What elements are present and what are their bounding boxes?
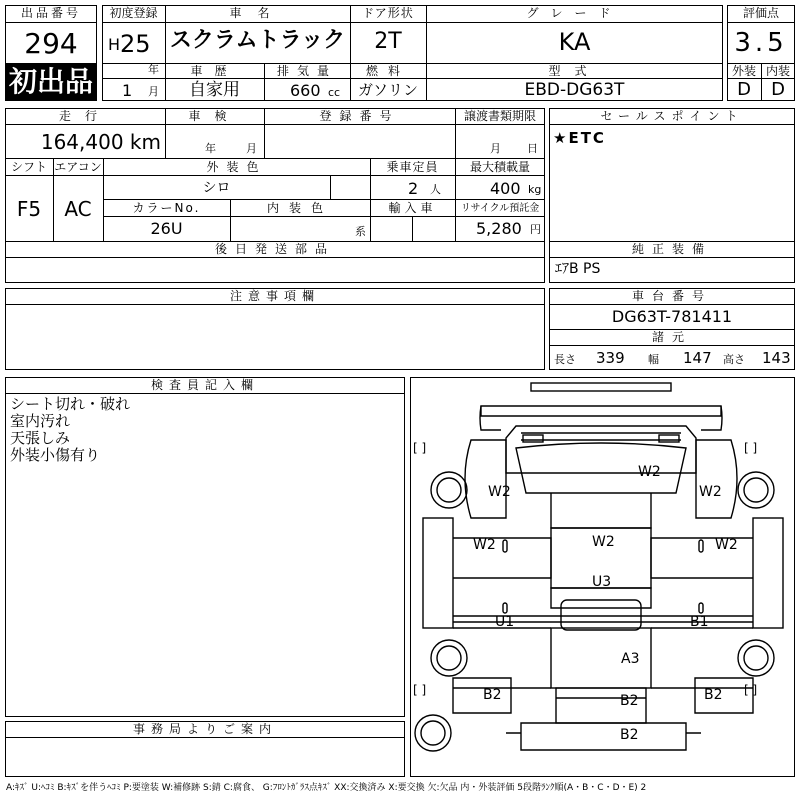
inspector-line: 天張しみ (10, 429, 71, 447)
mileage: 164,400 km (40, 130, 161, 154)
divider (103, 216, 545, 217)
load-unit: kg (528, 183, 542, 196)
history: 自家用 (189, 80, 240, 100)
inspection-year-unit: 年 (205, 142, 216, 155)
damage-mark-right-rear: B2 (704, 687, 723, 703)
model-code: EBD-DG63T (524, 80, 625, 100)
history-header: 車歴 (190, 64, 239, 78)
displacement-header: 排気量 (276, 64, 337, 78)
divider (549, 124, 795, 125)
length-label: 長さ (554, 353, 576, 366)
color: シロ (202, 180, 231, 196)
color-no-header: カラーNo. (132, 201, 201, 215)
width-label: 幅 (648, 353, 659, 366)
model-header: 型式 (548, 64, 601, 78)
recycle-fee: 5,280 (476, 219, 522, 238)
height: 143 (762, 349, 791, 367)
damage-mark-left-front-fender: W2 (488, 484, 511, 500)
score: 3.5 (734, 28, 788, 58)
divider (5, 124, 545, 125)
recycle-header: リサイクル預託金 (460, 203, 540, 214)
later-parts-header: 後日発送部品 (214, 242, 335, 256)
grade-header: グレード (526, 6, 623, 20)
load-header: 最大積載量 (469, 160, 530, 174)
sales-text: ★ETC (553, 129, 606, 147)
bracket: [ ] (413, 441, 427, 455)
shift-header: シフト (10, 160, 47, 174)
displacement: 660 (290, 81, 321, 100)
damage-mark-right-sill: B1 (690, 614, 709, 630)
divider (549, 257, 795, 258)
exterior-header: 外装 (731, 64, 756, 78)
divider (330, 175, 331, 199)
office-header: 事務局よりご案内 (132, 722, 277, 736)
bracket: [ ] (744, 683, 758, 697)
chassis-header: 車台番号 (631, 289, 712, 303)
car-name-header: 車名 (229, 6, 286, 20)
divider (5, 175, 545, 176)
displacement-unit: cc (328, 86, 341, 99)
damage-mark-left-sill: U1 (495, 614, 515, 630)
equipment-header: 純正装備 (631, 242, 712, 256)
equipment-text: ｴｱB PS (555, 261, 601, 277)
capacity-header: 乗車定員 (386, 160, 439, 174)
inspector-line: 室内汚れ (10, 412, 71, 430)
divider (5, 257, 545, 258)
height-label: 高さ (723, 353, 745, 366)
damage-mark-left-door: W2 (473, 537, 496, 553)
import-header: 輸入車 (388, 201, 437, 215)
damage-legend: A:ｷｽﾞ U:ﾍｺﾐ B:ｷｽﾞを伴うﾍｺﾐ P:要塗装 W:補修跡 S:錆 C:腐食、 G:ﾌﾛﾝﾄｶﾞﾗｽ点ｷｽﾞ XX:交換済み X:要交換 欠:欠品 内・外装評価 5段階ﾗﾝｸ順(A・B・C・D・E) 2 (6, 783, 647, 793)
transfer-day-unit: 日 (527, 142, 538, 155)
door-header: ドア形状 (362, 6, 414, 20)
damage-mark-tailgate: B2 (620, 693, 639, 709)
damage-diagram (410, 377, 795, 777)
divider (5, 158, 545, 159)
interior-header: 内装 (765, 64, 790, 78)
damage-mark-roof: W2 (592, 534, 615, 550)
car-name: スクラムトラック (169, 28, 346, 53)
bracket: [ ] (744, 441, 758, 455)
load: 400 (490, 179, 521, 198)
divider (549, 345, 795, 346)
inspector-line: シート切れ・破れ (10, 395, 131, 413)
divider (5, 304, 545, 305)
inspector-header: 検査員記入欄 (150, 378, 259, 392)
lot-number: 294 (24, 27, 78, 60)
damage-mark-bed-floor: A3 (621, 651, 640, 667)
divider (5, 737, 405, 738)
inspection-month-unit: 月 (246, 142, 257, 155)
damage-mark-right-front-fender: W2 (699, 484, 722, 500)
ac-header: エアコン (54, 160, 102, 174)
bracket: [ ] (413, 683, 427, 697)
divider (5, 22, 97, 23)
chassis-number: DG63T-781411 (611, 307, 733, 326)
capacity: 2 (408, 179, 419, 198)
inspector-line: 外装小傷有り (10, 446, 101, 464)
divider (727, 22, 795, 23)
color-header: 外装色 (206, 160, 267, 174)
grade: KA (558, 28, 591, 56)
reg-header: 初度登録 (109, 6, 158, 20)
divider (102, 22, 723, 23)
exterior-grade: D (737, 79, 751, 100)
shift: F5 (16, 197, 42, 221)
fuel-header: 燃料 (365, 64, 410, 78)
damage-mark-rear-bumper: B2 (620, 727, 639, 743)
reg-month: 1 (122, 81, 133, 100)
recycle-unit: 円 (530, 223, 541, 236)
capacity-unit: 人 (430, 183, 441, 196)
divider (412, 216, 413, 241)
damage-mark-left-rear: B2 (483, 687, 502, 703)
fuel: ガソリン (357, 81, 418, 99)
divider (103, 199, 545, 200)
mileage-header: 走行 (58, 109, 111, 123)
score-header: 評価点 (742, 6, 779, 20)
damage-mark-right-door: W2 (715, 537, 738, 553)
sales-header: セールスポイント (600, 109, 744, 123)
width: 147 (683, 349, 712, 367)
transfer-header: 譲渡書類期限 (463, 109, 536, 123)
damage-mark-hood: W2 (638, 464, 661, 480)
ac: AC (64, 197, 92, 221)
plate-header: 登録番号 (319, 109, 400, 123)
month-unit: 月 (148, 85, 159, 98)
length: 339 (596, 349, 625, 367)
year-unit: 年 (148, 63, 159, 76)
lot-header: 出品番号 (20, 6, 81, 20)
door-type: 2T (374, 29, 402, 54)
interior-color-unit: 系 (355, 225, 366, 238)
divider (5, 393, 405, 394)
interior-grade: D (771, 79, 785, 100)
notes-header: 注意事項欄 (229, 289, 320, 303)
dims-header: 諸元 (651, 330, 692, 344)
inspection-header: 車検 (188, 109, 241, 123)
divider (102, 78, 723, 79)
transfer-month-unit: 月 (490, 142, 501, 155)
reg-year: 25 (120, 30, 151, 58)
divider (455, 108, 456, 241)
divider (549, 304, 795, 305)
color-no: 26U (150, 219, 183, 238)
reg-era: H (108, 35, 121, 54)
damage-mark-cab-rear: U3 (592, 574, 612, 590)
interior-color-header: 内装色 (266, 201, 333, 215)
first-listing-badge: 初出品 (5, 63, 97, 101)
